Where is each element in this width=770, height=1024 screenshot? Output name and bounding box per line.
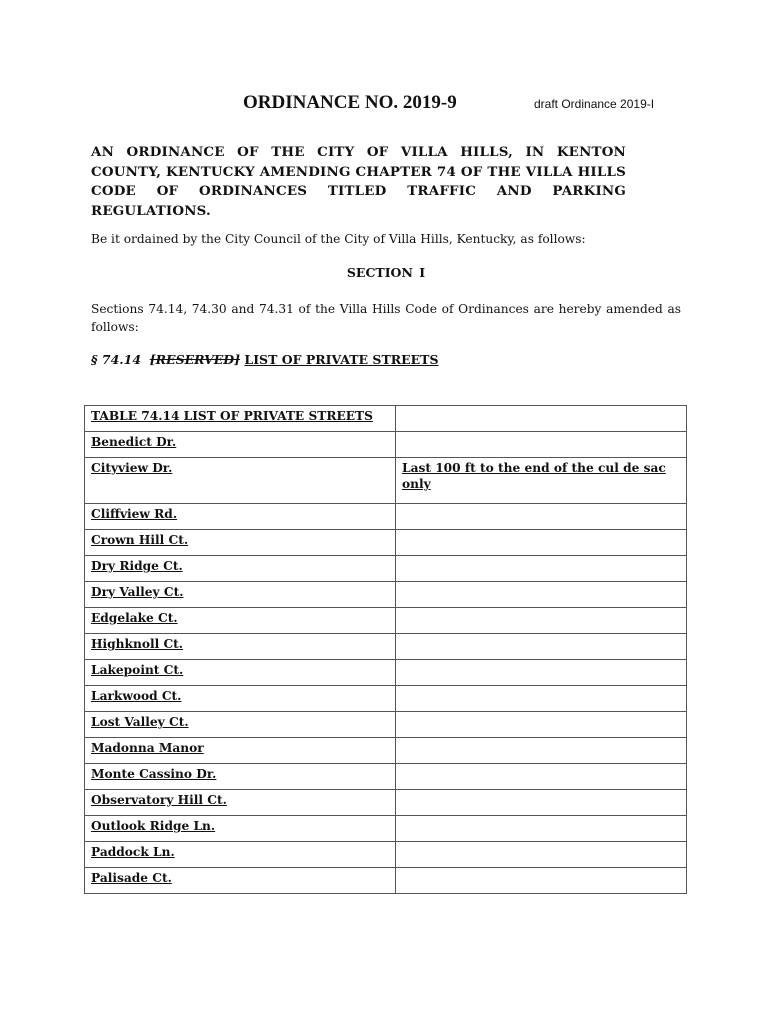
table-body (85, 406, 687, 894)
table-header-row (85, 406, 687, 432)
street-name-cell (85, 868, 396, 894)
table-header-cell-empty (396, 406, 687, 432)
table-row (85, 582, 687, 608)
street-note-cell (396, 634, 687, 660)
street-name-cell (85, 790, 396, 816)
street-name-cell (85, 530, 396, 556)
section-label: SECTION (346, 265, 413, 280)
section-heading (91, 352, 439, 367)
table-row (85, 764, 687, 790)
table-row (85, 432, 687, 458)
street-name-cell (85, 634, 396, 660)
table-header-label: TABLE 74.14 LIST OF PRIVATE STREETS (91, 409, 373, 423)
street-note-cell (396, 790, 687, 816)
enactment-clause: Be it ordained by the City Council of the City of Villa Hills, Kentucky, as follows: (91, 232, 586, 246)
table-row (85, 738, 687, 764)
street-name: Monte Cassino Dr. (91, 767, 217, 781)
street-name: Cityview Dr. (91, 461, 173, 475)
table-row (85, 504, 687, 530)
table-row (85, 660, 687, 686)
street-name: Benedict Dr. (91, 435, 177, 449)
ordinance-heading: AN ORDINANCE OF THE CITY OF VILLA HILLS, IN KENTON COUNTY, KENTUCKY AMENDING CHAPTER 74 OF THE VILLA HILLS CODE OF ORDINANCES TITLED TRAFFIC AND PARKING REGULATIONS. (91, 144, 626, 219)
street-note-cell (396, 868, 687, 894)
table-row (85, 458, 687, 504)
new-section-title: LIST OF PRIVATE STREETS (244, 352, 439, 367)
street-name: Outlook Ridge Ln. (91, 819, 216, 833)
title-row (0, 92, 770, 118)
table-row (85, 608, 687, 634)
table-header-cell (85, 406, 396, 432)
street-name-cell (85, 660, 396, 686)
street-note-cell (396, 712, 687, 738)
street-name-cell (85, 608, 396, 634)
street-name: Crown Hill Ct. (91, 533, 189, 547)
street-name-cell (85, 764, 396, 790)
street-name-cell (85, 582, 396, 608)
section-number-symbol: § 74.14 (91, 352, 142, 367)
street-name-cell (85, 458, 396, 504)
table-row (85, 712, 687, 738)
street-note-cell (396, 556, 687, 582)
table-row (85, 790, 687, 816)
street-name-cell (85, 842, 396, 868)
street-note-cell (396, 504, 687, 530)
street-note-cell (396, 530, 687, 556)
street-note-cell (396, 816, 687, 842)
table-row (85, 816, 687, 842)
street-name-cell (85, 432, 396, 458)
street-name-cell (85, 738, 396, 764)
draft-note: draft Ordinance 2019-I (534, 97, 655, 111)
street-name: Observatory Hill Ct. (91, 793, 227, 807)
street-note-cell (396, 738, 687, 764)
street-name-cell (85, 504, 396, 530)
street-name: Palisade Ct. (91, 871, 172, 885)
street-name: Madonna Manor (91, 741, 204, 755)
street-name-cell (85, 816, 396, 842)
table-row (85, 556, 687, 582)
street-note-cell (396, 660, 687, 686)
street-name: Lost Valley Ct. (91, 715, 189, 729)
street-note-cell (396, 582, 687, 608)
section-title (0, 265, 770, 280)
table-row (85, 530, 687, 556)
deleted-text: [RESERVED] (149, 352, 241, 367)
street-name: Larkwood Ct. (91, 689, 182, 703)
street-name: Cliffview Rd. (91, 507, 178, 521)
street-note-cell (396, 764, 687, 790)
table-row (85, 868, 687, 894)
amendment-text: Sections 74.14, 74.30 and 74.31 of the Villa Hills Code of Ordinances are hereby amended as follows: (91, 302, 681, 334)
street-name: Dry Ridge Ct. (91, 559, 183, 573)
street-name: Paddock Ln. (91, 845, 175, 859)
street-name: Dry Valley Ct. (91, 585, 184, 599)
street-name-cell (85, 712, 396, 738)
ordinance-title: ORDINANCE NO. 2019-9 (243, 92, 457, 113)
table-row (85, 686, 687, 712)
street-note: Last 100 ft to the end of the cul de sac only (402, 461, 666, 491)
table-row (85, 634, 687, 660)
section-number: I (419, 265, 426, 280)
street-name: Edgelake Ct. (91, 611, 178, 625)
street-note-cell (396, 686, 687, 712)
private-streets-table (84, 405, 687, 894)
street-name: Highknoll Ct. (91, 637, 184, 651)
street-name: Lakepoint Ct. (91, 663, 184, 677)
street-note-cell (396, 608, 687, 634)
street-note-cell (396, 842, 687, 868)
street-note-cell (396, 458, 687, 504)
table-row (85, 842, 687, 868)
street-name-cell (85, 686, 396, 712)
street-name-cell (85, 556, 396, 582)
street-note-cell (396, 432, 687, 458)
